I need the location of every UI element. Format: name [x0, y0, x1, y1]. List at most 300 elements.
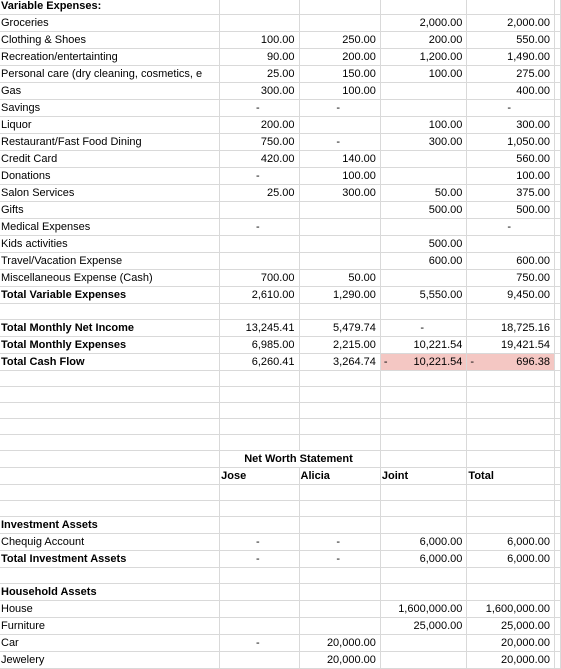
cell-jose[interactable]	[220, 320, 299, 337]
cell-joint[interactable]	[380, 236, 467, 253]
cell-value: 375.00	[516, 187, 550, 199]
cell-jose[interactable]	[220, 49, 299, 66]
empty-cell[interactable]	[554, 117, 560, 134]
cell-jose[interactable]	[220, 151, 299, 168]
empty-cell[interactable]	[0, 387, 220, 403]
cell-total[interactable]	[467, 0, 555, 15]
cell-joint[interactable]	[380, 100, 467, 117]
cell-alicia[interactable]	[299, 117, 380, 134]
cell-total[interactable]	[467, 117, 555, 134]
empty-cell[interactable]	[467, 371, 555, 387]
empty-cell[interactable]	[554, 337, 560, 354]
cell-value: -	[507, 102, 512, 114]
empty-cell[interactable]	[554, 371, 560, 387]
empty-cell[interactable]	[554, 517, 560, 534]
row-label[interactable]: Total Monthly Expenses	[0, 337, 220, 354]
cell-value: 20,000.00	[501, 654, 550, 666]
cell-alicia[interactable]	[299, 517, 380, 534]
empty-cell[interactable]	[554, 168, 560, 185]
cell-jose[interactable]	[220, 117, 299, 134]
cell-jose[interactable]	[220, 287, 299, 304]
cell-jose[interactable]	[220, 236, 299, 253]
row-label[interactable]: Medical Expenses	[0, 219, 220, 236]
cell-joint[interactable]	[380, 320, 467, 337]
empty-cell[interactable]	[380, 304, 467, 320]
row-label[interactable]: Miscellaneous Expense (Cash)	[0, 270, 220, 287]
cell-joint[interactable]	[380, 517, 467, 534]
row-label[interactable]: Total Variable Expenses	[0, 287, 220, 304]
cell-joint[interactable]	[380, 253, 467, 270]
cell-value: 1,490.00	[507, 51, 550, 63]
empty-cell[interactable]	[554, 100, 560, 117]
cell-total[interactable]	[467, 83, 555, 100]
empty-cell[interactable]	[380, 371, 467, 387]
empty-cell[interactable]	[299, 419, 380, 435]
empty-cell[interactable]	[554, 15, 560, 32]
row-label[interactable]: Donations	[0, 168, 220, 185]
cell-alicia[interactable]	[299, 635, 380, 652]
row-label[interactable]: Variable Expenses:	[0, 0, 220, 15]
cell-value: -	[256, 553, 260, 565]
cell-value: 90.00	[267, 51, 295, 63]
cell-alicia[interactable]	[299, 551, 380, 568]
row-label[interactable]: Travel/Vacation Expense	[0, 253, 220, 270]
empty-cell[interactable]	[467, 419, 555, 435]
sheet-row	[0, 287, 561, 304]
cell-jose[interactable]	[220, 168, 299, 185]
cell-value: 275.00	[516, 68, 550, 80]
sheet-row	[0, 134, 561, 151]
cell-jose[interactable]	[220, 202, 299, 219]
sheet-row	[0, 387, 561, 403]
cell-total[interactable]	[467, 618, 555, 635]
cell-alicia[interactable]	[299, 320, 380, 337]
cell-value: 20,000.00	[501, 637, 550, 649]
sheet-row	[0, 83, 561, 100]
cell-total[interactable]	[467, 202, 555, 219]
cell-jose[interactable]	[220, 0, 299, 15]
cell-value: -	[256, 221, 260, 233]
cell-jose[interactable]	[220, 551, 299, 568]
row-label[interactable]: Restaurant/Fast Food Dining	[0, 134, 220, 151]
cell-value: 600.00	[516, 255, 550, 267]
cell-value: 1,600,000.00	[398, 603, 463, 615]
cell-joint[interactable]	[380, 219, 467, 236]
sheet-row	[0, 320, 561, 337]
cell-alicia[interactable]	[299, 219, 380, 236]
row-label[interactable]: Clothing & Shoes	[0, 32, 220, 49]
empty-cell[interactable]	[554, 635, 560, 652]
sheet-row	[0, 534, 561, 551]
row-label[interactable]: Recreation/entertainting	[0, 49, 220, 66]
cell-total[interactable]	[467, 320, 555, 337]
cell-total[interactable]	[467, 584, 555, 601]
cell-joint[interactable]	[380, 15, 467, 32]
empty-cell[interactable]	[299, 304, 380, 320]
cell-total[interactable]	[467, 287, 555, 304]
cell-joint[interactable]	[380, 151, 467, 168]
cell-total[interactable]	[467, 100, 555, 117]
empty-cell[interactable]	[554, 568, 560, 584]
cell-joint[interactable]	[380, 618, 467, 635]
cell-alicia[interactable]	[299, 534, 380, 551]
empty-cell[interactable]	[554, 354, 560, 371]
empty-cell[interactable]	[380, 568, 467, 584]
empty-cell[interactable]	[220, 435, 299, 451]
sheet-row	[0, 66, 561, 83]
cell-total[interactable]	[467, 185, 555, 202]
empty-cell[interactable]	[467, 403, 555, 419]
cell-joint[interactable]	[380, 185, 467, 202]
cell-total[interactable]	[467, 551, 555, 568]
empty-cell[interactable]	[380, 451, 467, 468]
sheet-row	[0, 15, 561, 32]
row-label[interactable]: Credit Card	[0, 151, 220, 168]
row-label[interactable]: Gas	[0, 83, 220, 100]
cell-value: 400.00	[516, 85, 550, 97]
cell-total[interactable]	[467, 15, 555, 32]
row-label[interactable]: Savings	[0, 100, 220, 117]
row-label[interactable]: Salon Services	[0, 185, 220, 202]
cell-total[interactable]	[467, 168, 555, 185]
sheet-row	[0, 202, 561, 219]
cell-jose[interactable]	[220, 635, 299, 652]
cell-alicia[interactable]	[299, 354, 380, 371]
cell-value: 50.00	[348, 272, 376, 284]
cell-jose[interactable]	[220, 100, 299, 117]
cell-value: 20,000.00	[326, 637, 376, 649]
cell-total[interactable]	[467, 236, 555, 253]
empty-cell[interactable]	[554, 468, 560, 485]
cell-total[interactable]	[467, 270, 555, 287]
empty-cell[interactable]	[299, 485, 380, 501]
cell-value: 150.00	[342, 68, 376, 80]
cell-value: 300.00	[260, 85, 295, 97]
cell-alicia[interactable]	[299, 83, 380, 100]
sheet-row	[0, 168, 561, 185]
empty-cell[interactable]	[554, 134, 560, 151]
empty-cell[interactable]	[299, 403, 380, 419]
sheet-row	[0, 236, 561, 253]
sheet-row	[0, 117, 561, 134]
cell-value: 200.00	[260, 119, 295, 131]
cell-value: 696.38	[516, 356, 550, 368]
empty-cell[interactable]	[299, 568, 380, 584]
row-label[interactable]: Jewelery	[0, 652, 220, 669]
sheet-row	[0, 0, 561, 15]
cell-joint[interactable]	[380, 32, 467, 49]
cell-value: 10,221.54	[413, 339, 463, 351]
row-label[interactable]: Groceries	[0, 15, 220, 32]
cell-value: 500.00	[428, 204, 463, 216]
cell-jose[interactable]	[220, 253, 299, 270]
row-label[interactable]: Investment Assets	[0, 517, 220, 534]
empty-cell[interactable]	[380, 403, 467, 419]
empty-cell[interactable]	[467, 435, 555, 451]
cell-alicia[interactable]	[299, 584, 380, 601]
cell-total[interactable]	[467, 253, 555, 270]
cell-total[interactable]	[467, 49, 555, 66]
cell-alicia[interactable]	[299, 337, 380, 354]
empty-cell[interactable]	[299, 501, 380, 517]
cell-value: -	[256, 170, 260, 182]
cell-joint[interactable]	[380, 635, 467, 652]
cell-alicia[interactable]	[299, 287, 380, 304]
cell-jose[interactable]	[220, 270, 299, 287]
empty-cell[interactable]	[554, 219, 560, 236]
cell-joint[interactable]	[380, 117, 467, 134]
empty-cell[interactable]	[554, 304, 560, 320]
empty-cell[interactable]	[0, 568, 220, 584]
empty-cell[interactable]	[554, 0, 560, 15]
empty-cell[interactable]	[554, 584, 560, 601]
cell-joint[interactable]	[380, 534, 467, 551]
sheet-row	[0, 253, 561, 270]
row-label[interactable]: Total Investment Assets	[0, 551, 220, 568]
empty-cell[interactable]	[467, 568, 555, 584]
empty-cell[interactable]	[220, 304, 299, 320]
empty-cell[interactable]	[554, 534, 560, 551]
column-header-total[interactable]: Total	[467, 468, 555, 485]
empty-cell[interactable]	[554, 451, 560, 468]
cell-total[interactable]	[467, 219, 555, 236]
row-label[interactable]: Total Monthly Net Income	[0, 320, 220, 337]
cell-value: -	[336, 102, 341, 114]
cell-value: 18,725.16	[501, 322, 550, 334]
sheet-row	[0, 435, 561, 451]
cell-alicia[interactable]	[299, 15, 380, 32]
cell-jose[interactable]	[220, 219, 299, 236]
empty-cell[interactable]	[554, 501, 560, 517]
empty-cell[interactable]	[0, 451, 220, 468]
cell-jose[interactable]	[220, 83, 299, 100]
empty-cell[interactable]	[467, 451, 555, 468]
cell-joint[interactable]	[380, 601, 467, 618]
sheet-row	[0, 219, 561, 236]
row-label[interactable]: Liquor	[0, 117, 220, 134]
cell-jose[interactable]	[220, 618, 299, 635]
cell-joint[interactable]	[380, 354, 467, 371]
row-label[interactable]: Gifts	[0, 202, 220, 219]
sheet-row	[0, 49, 561, 66]
sheet-row	[0, 485, 561, 501]
cell-jose[interactable]	[220, 337, 299, 354]
cell-alicia[interactable]	[299, 270, 380, 287]
cell-alicia[interactable]	[299, 202, 380, 219]
empty-cell[interactable]	[0, 419, 220, 435]
net-worth-title[interactable]: Net Worth Statement	[220, 451, 381, 468]
cell-total[interactable]	[467, 337, 555, 354]
cell-jose[interactable]	[220, 15, 299, 32]
cell-alicia[interactable]	[299, 168, 380, 185]
empty-cell[interactable]	[0, 304, 220, 320]
empty-cell[interactable]	[554, 419, 560, 435]
cell-total[interactable]	[467, 354, 555, 371]
cell-value: 100.00	[428, 119, 463, 131]
empty-cell[interactable]	[554, 320, 560, 337]
cell-total[interactable]	[467, 534, 555, 551]
row-label[interactable]: Total Cash Flow	[0, 354, 220, 371]
cell-joint[interactable]	[380, 270, 467, 287]
cell-alicia[interactable]	[299, 185, 380, 202]
empty-cell[interactable]	[554, 236, 560, 253]
row-label[interactable]: House	[0, 601, 220, 618]
cell-value: 19,421.54	[501, 339, 550, 351]
empty-cell[interactable]	[220, 419, 299, 435]
cell-value: 5,550.00	[419, 289, 463, 301]
empty-cell[interactable]	[380, 501, 467, 517]
cell-value: 1,290.00	[333, 289, 376, 301]
cell-joint[interactable]	[380, 66, 467, 83]
cell-value: 200.00	[428, 34, 463, 46]
cell-joint[interactable]	[380, 337, 467, 354]
negative-sign: -	[470, 356, 475, 368]
empty-cell[interactable]	[554, 551, 560, 568]
cell-value: 420.00	[260, 153, 295, 165]
empty-cell[interactable]	[554, 66, 560, 83]
cell-value: 2,000.00	[507, 17, 550, 29]
empty-cell[interactable]	[554, 185, 560, 202]
empty-cell[interactable]	[299, 371, 380, 387]
empty-cell[interactable]	[0, 501, 220, 517]
cell-jose[interactable]	[220, 601, 299, 618]
cell-joint[interactable]	[380, 584, 467, 601]
cell-alicia[interactable]	[299, 253, 380, 270]
cell-total[interactable]	[467, 134, 555, 151]
cell-jose[interactable]	[220, 517, 299, 534]
cell-joint[interactable]	[380, 287, 467, 304]
cell-joint[interactable]	[380, 168, 467, 185]
empty-cell[interactable]	[299, 387, 380, 403]
empty-cell[interactable]	[554, 32, 560, 49]
cell-jose[interactable]	[220, 534, 299, 551]
column-header-alicia[interactable]: Alicia	[299, 468, 380, 485]
cell-jose[interactable]	[220, 185, 299, 202]
empty-cell[interactable]	[467, 485, 555, 501]
empty-cell[interactable]	[554, 403, 560, 419]
cell-joint[interactable]	[380, 551, 467, 568]
empty-cell[interactable]	[554, 601, 560, 618]
cell-alicia[interactable]	[299, 134, 380, 151]
empty-cell[interactable]	[554, 270, 560, 287]
cell-alicia[interactable]	[299, 100, 380, 117]
empty-cell[interactable]	[554, 151, 560, 168]
cell-jose[interactable]	[220, 32, 299, 49]
cell-alicia[interactable]	[299, 66, 380, 83]
empty-cell[interactable]	[220, 568, 299, 584]
cell-joint[interactable]	[380, 134, 467, 151]
empty-cell[interactable]	[554, 485, 560, 501]
empty-cell[interactable]	[0, 468, 220, 485]
cell-value: -	[256, 536, 260, 548]
sheet-row	[0, 551, 561, 568]
cell-value: 25.00	[267, 187, 295, 199]
column-header-joint[interactable]: Joint	[380, 468, 467, 485]
empty-cell[interactable]	[0, 485, 220, 501]
cell-jose[interactable]	[220, 66, 299, 83]
empty-cell[interactable]	[220, 485, 299, 501]
empty-cell[interactable]	[467, 304, 555, 320]
empty-cell[interactable]	[554, 387, 560, 403]
cell-total[interactable]	[467, 151, 555, 168]
sheet-row	[0, 371, 561, 387]
cell-jose[interactable]	[220, 134, 299, 151]
cell-jose[interactable]	[220, 584, 299, 601]
empty-cell[interactable]	[380, 419, 467, 435]
empty-cell[interactable]	[220, 501, 299, 517]
cell-value: 300.00	[516, 119, 550, 131]
row-label[interactable]: Chequig Account	[0, 534, 220, 551]
empty-cell[interactable]	[299, 435, 380, 451]
cell-value: 100.00	[342, 85, 376, 97]
row-label[interactable]: Car	[0, 635, 220, 652]
row-label[interactable]: Kids activities	[0, 236, 220, 253]
cell-value: 140.00	[342, 153, 376, 165]
empty-cell[interactable]	[554, 49, 560, 66]
cell-alicia[interactable]	[299, 32, 380, 49]
empty-cell[interactable]	[220, 387, 299, 403]
cell-alicia[interactable]	[299, 151, 380, 168]
empty-cell[interactable]	[0, 403, 220, 419]
cell-alicia[interactable]	[299, 49, 380, 66]
empty-cell[interactable]	[554, 253, 560, 270]
cell-value: 5,479.74	[333, 322, 376, 334]
cell-total[interactable]	[467, 66, 555, 83]
cell-value: 9,450.00	[507, 289, 550, 301]
empty-cell[interactable]	[554, 202, 560, 219]
cell-value: 560.00	[516, 153, 550, 165]
cell-value: 6,000.00	[419, 536, 463, 548]
empty-cell[interactable]	[0, 435, 220, 451]
empty-cell[interactable]	[220, 403, 299, 419]
sheet-row	[0, 451, 561, 468]
cell-value: 25,000.00	[501, 620, 550, 632]
cell-total[interactable]	[467, 635, 555, 652]
cell-alicia[interactable]	[299, 0, 380, 15]
empty-cell[interactable]	[380, 387, 467, 403]
empty-cell[interactable]	[554, 435, 560, 451]
empty-cell[interactable]	[554, 287, 560, 304]
empty-cell[interactable]	[554, 83, 560, 100]
cell-total[interactable]	[467, 517, 555, 534]
cell-alicia[interactable]	[299, 236, 380, 253]
empty-cell[interactable]	[554, 618, 560, 635]
empty-cell[interactable]	[380, 435, 467, 451]
sheet-row	[0, 354, 561, 371]
cell-total[interactable]	[467, 601, 555, 618]
cell-alicia[interactable]	[299, 618, 380, 635]
row-label[interactable]: Household Assets	[0, 584, 220, 601]
cell-value: 500.00	[428, 238, 463, 250]
column-header-jose[interactable]: Jose	[220, 468, 299, 485]
cell-value: 100.00	[516, 170, 550, 182]
row-label[interactable]: Furniture	[0, 618, 220, 635]
cell-alicia[interactable]	[299, 601, 380, 618]
empty-cell[interactable]	[467, 387, 555, 403]
cell-joint[interactable]	[380, 0, 467, 15]
cell-jose[interactable]	[220, 354, 299, 371]
cell-joint[interactable]	[380, 83, 467, 100]
cell-joint[interactable]	[380, 49, 467, 66]
row-label[interactable]: Personal care (dry cleaning, cosmetics, e	[0, 66, 220, 83]
cell-total[interactable]	[467, 32, 555, 49]
empty-cell[interactable]	[220, 371, 299, 387]
empty-cell[interactable]	[380, 485, 467, 501]
empty-cell[interactable]	[0, 371, 220, 387]
empty-cell[interactable]	[467, 501, 555, 517]
cell-value: 3,264.74	[333, 356, 376, 368]
cell-joint[interactable]	[380, 202, 467, 219]
